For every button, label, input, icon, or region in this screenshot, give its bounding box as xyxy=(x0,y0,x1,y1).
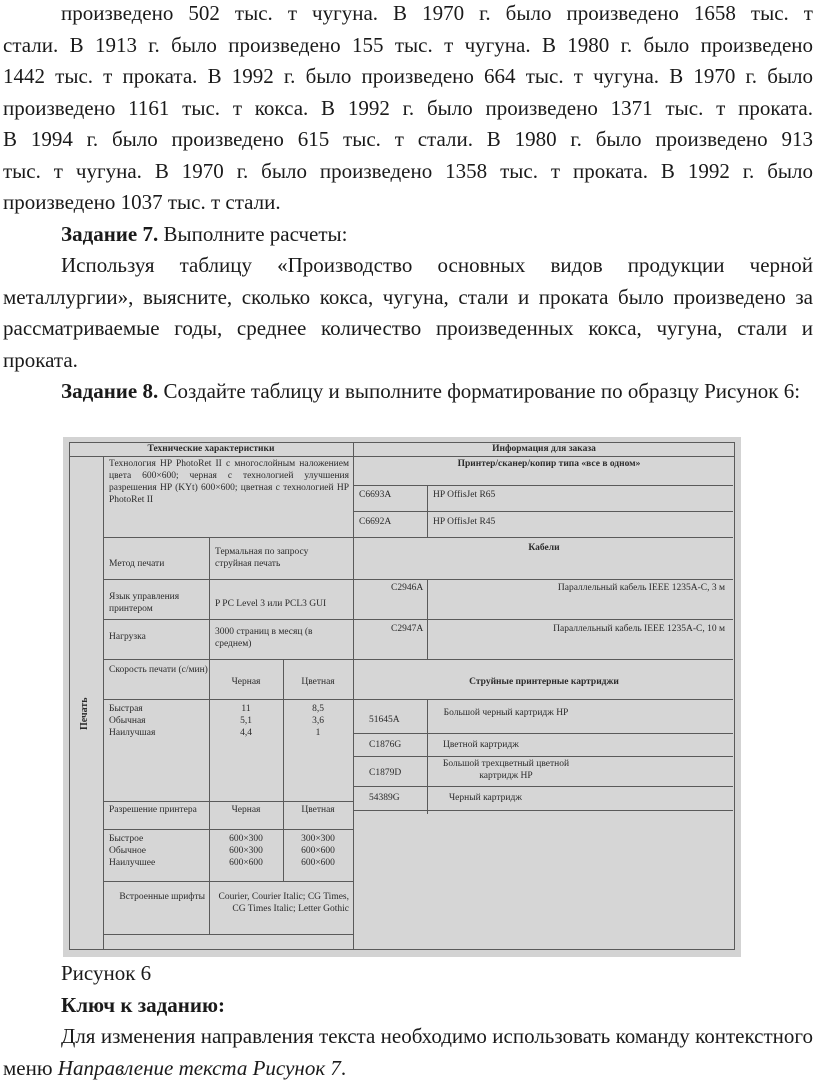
cartridges-header: Струйные принтерные картриджи xyxy=(469,677,619,687)
cartridge-code: C1876G xyxy=(369,740,402,750)
row-divider xyxy=(353,485,733,486)
row-divider xyxy=(69,456,735,457)
print-method-label: Метод печати xyxy=(109,559,165,569)
fonts-label: Встроенные шрифты xyxy=(119,892,205,902)
resolution-color: 300×300 xyxy=(301,834,335,844)
row-divider xyxy=(103,659,733,660)
key-text-end: . xyxy=(340,1055,347,1080)
speed-label: Скорость печати (с/мин) xyxy=(109,665,208,675)
row-divider xyxy=(353,756,733,757)
text-line: В 1994 г. было произведено 615 тыс. т стали. В 1980 г. было произведено 913 xyxy=(3,127,813,151)
column-color: Цветная xyxy=(301,805,335,815)
task-8-text: Создайте таблицу и выполните форматирование по образцу Рисунок 6: xyxy=(158,379,801,403)
column-black: Черная xyxy=(231,805,261,815)
column-divider xyxy=(209,881,210,934)
load-label: Нагрузка xyxy=(109,632,146,642)
row-divider xyxy=(103,801,353,802)
resolution-mode: Быстрое xyxy=(109,834,144,844)
cable-code: C2947A xyxy=(391,624,424,634)
row-divider xyxy=(353,511,733,512)
speed-black: 11 xyxy=(241,704,251,714)
cable-name: Параллельный кабель IEEE 1235A-C, 10 м xyxy=(553,624,725,634)
side-label-print: Печать xyxy=(79,697,90,730)
resolution-black: 600×300 xyxy=(229,834,263,844)
row-divider xyxy=(353,733,733,734)
column-divider xyxy=(103,456,104,950)
speed-mode: Обычная xyxy=(109,716,146,726)
row-divider xyxy=(353,699,733,700)
resolution-color: 600×600 xyxy=(301,858,335,868)
speed-color: 8,5 xyxy=(312,704,324,714)
speed-color: 1 xyxy=(315,728,321,738)
column-divider xyxy=(353,442,354,950)
speed-black: 5,1 xyxy=(240,716,252,726)
table-frame xyxy=(69,442,735,950)
row-divider xyxy=(103,934,353,935)
resolution-mode: Обычное xyxy=(109,846,147,856)
speed-mode: Быстрая xyxy=(109,704,143,714)
text-line: 1442 тыс. т проката. В 1992 г. было произведено 664 тыс. т чугуна. В 1970 г. было xyxy=(3,64,813,88)
resolution-mode: Наилучшее xyxy=(109,858,156,868)
printer-type: Принтер/сканер/копир типа «все в одном» xyxy=(457,459,641,469)
row-divider xyxy=(103,579,353,580)
row-divider xyxy=(103,619,733,620)
key-heading: Ключ к заданию: xyxy=(61,993,226,1017)
row-divider xyxy=(103,881,353,882)
cartridge-name: Большой трехцветный цветной картридж HP xyxy=(442,759,570,781)
resolution-black: 600×300 xyxy=(229,846,263,856)
cartridge-code: C1879D xyxy=(369,768,402,778)
technology-text: Технология HP PhotoRet II с многослойным наложением цвета 600×600; черная с технологией улучшения разрешения HP (KYt) 600×600; цветная с технологией HP PhotoRet II xyxy=(109,459,349,505)
task-7-body: Используя таблицу «Производство основных видов продукции черной металлургии», выясните, сколько кокса, чугуна, стали и проката было произведено за рассматриваемые годы, среднее количество произведенных кокса, чугуна, стали и проката. xyxy=(3,253,813,372)
row-divider xyxy=(103,699,353,700)
cartridge-code: 54389G xyxy=(369,793,400,803)
key-text-main: Для изменения направления текста необходимо использовать команду контекстного меню xyxy=(3,1024,813,1080)
task-8-heading xyxy=(3,376,813,408)
cable-name: Параллельный кабель IEEE 1235A-C, 3 м xyxy=(557,583,725,593)
task-8-label: Задание 8. xyxy=(61,379,159,403)
resolution-label: Разрешение принтера xyxy=(109,805,197,815)
order-name: HP OffisJet R65 xyxy=(433,490,496,500)
column-divider xyxy=(209,537,210,659)
task-7-label: Задание 7. xyxy=(61,222,159,246)
column-color: Цветная xyxy=(301,677,335,687)
cartridge-code: 51645A xyxy=(369,715,400,725)
speed-mode: Наилучшая xyxy=(109,728,156,738)
order-code: C6692A xyxy=(359,517,392,527)
task-7-title: Выполните расчеты: xyxy=(158,222,348,246)
figure-caption: Рисунок 6 xyxy=(61,961,152,985)
text-line: произведено 1037 тыс. т стали. xyxy=(3,190,281,214)
cartridge-name: Черный картридж xyxy=(449,793,522,803)
column-divider xyxy=(427,485,428,537)
right-header: Информация для заказа xyxy=(492,444,596,454)
fonts-value: Courier, Courier Italic; CG Times, CG Times Italic; Letter Gothic xyxy=(218,892,349,914)
load-value: 3000 страниц в месяц (в среднем) xyxy=(215,627,313,649)
order-name: HP OffisJet R45 xyxy=(433,517,496,527)
task-7-heading xyxy=(3,219,813,251)
row-divider xyxy=(103,829,353,830)
figure-6-printer-spec-table xyxy=(63,437,741,957)
row-divider xyxy=(103,537,353,538)
row-divider xyxy=(353,810,733,811)
speed-color: 3,6 xyxy=(312,716,324,726)
cable-code: C2946A xyxy=(391,583,424,593)
resolution-black: 600×600 xyxy=(229,858,263,868)
cartridge-name: Большой черный картридж HP xyxy=(443,708,569,718)
row-divider xyxy=(353,579,733,580)
key-text xyxy=(3,1021,813,1084)
print-method-value: Термальная по запросу струйная печать xyxy=(215,547,309,569)
row-divider xyxy=(353,786,733,787)
resolution-color: 600×600 xyxy=(301,846,335,856)
column-black: Черная xyxy=(231,677,261,687)
text-line: произведено 1161 тыс. т кокса. В 1992 г. было произведено 1371 тыс. т проката. xyxy=(3,96,813,120)
speed-black: 4,4 xyxy=(240,728,252,738)
cartridge-name: Цветной картридж xyxy=(443,740,519,750)
language-label: Язык управления принтером xyxy=(109,592,180,614)
text-line: тыс. т чугуна. В 1970 г. было произведено 1358 тыс. т проката. В 1992 г. было xyxy=(3,159,813,183)
row-divider xyxy=(353,537,733,538)
left-header: Технические характеристики xyxy=(147,444,275,454)
text-line: стали. В 1913 г. было произведено 155 тыс. т чугуна. В 1980 г. было произведено xyxy=(3,33,813,57)
key-text-command: Направление текста Рисунок 7 xyxy=(57,1055,341,1080)
language-value: P PC Level 3 или PCL3 GUI xyxy=(215,599,327,609)
order-code: C6693A xyxy=(359,490,392,500)
text-line: произведено 502 тыс. т чугуна. В 1970 г. было произведено 1658 тыс. т xyxy=(61,1,813,25)
cables-header: Кабели xyxy=(528,543,560,553)
